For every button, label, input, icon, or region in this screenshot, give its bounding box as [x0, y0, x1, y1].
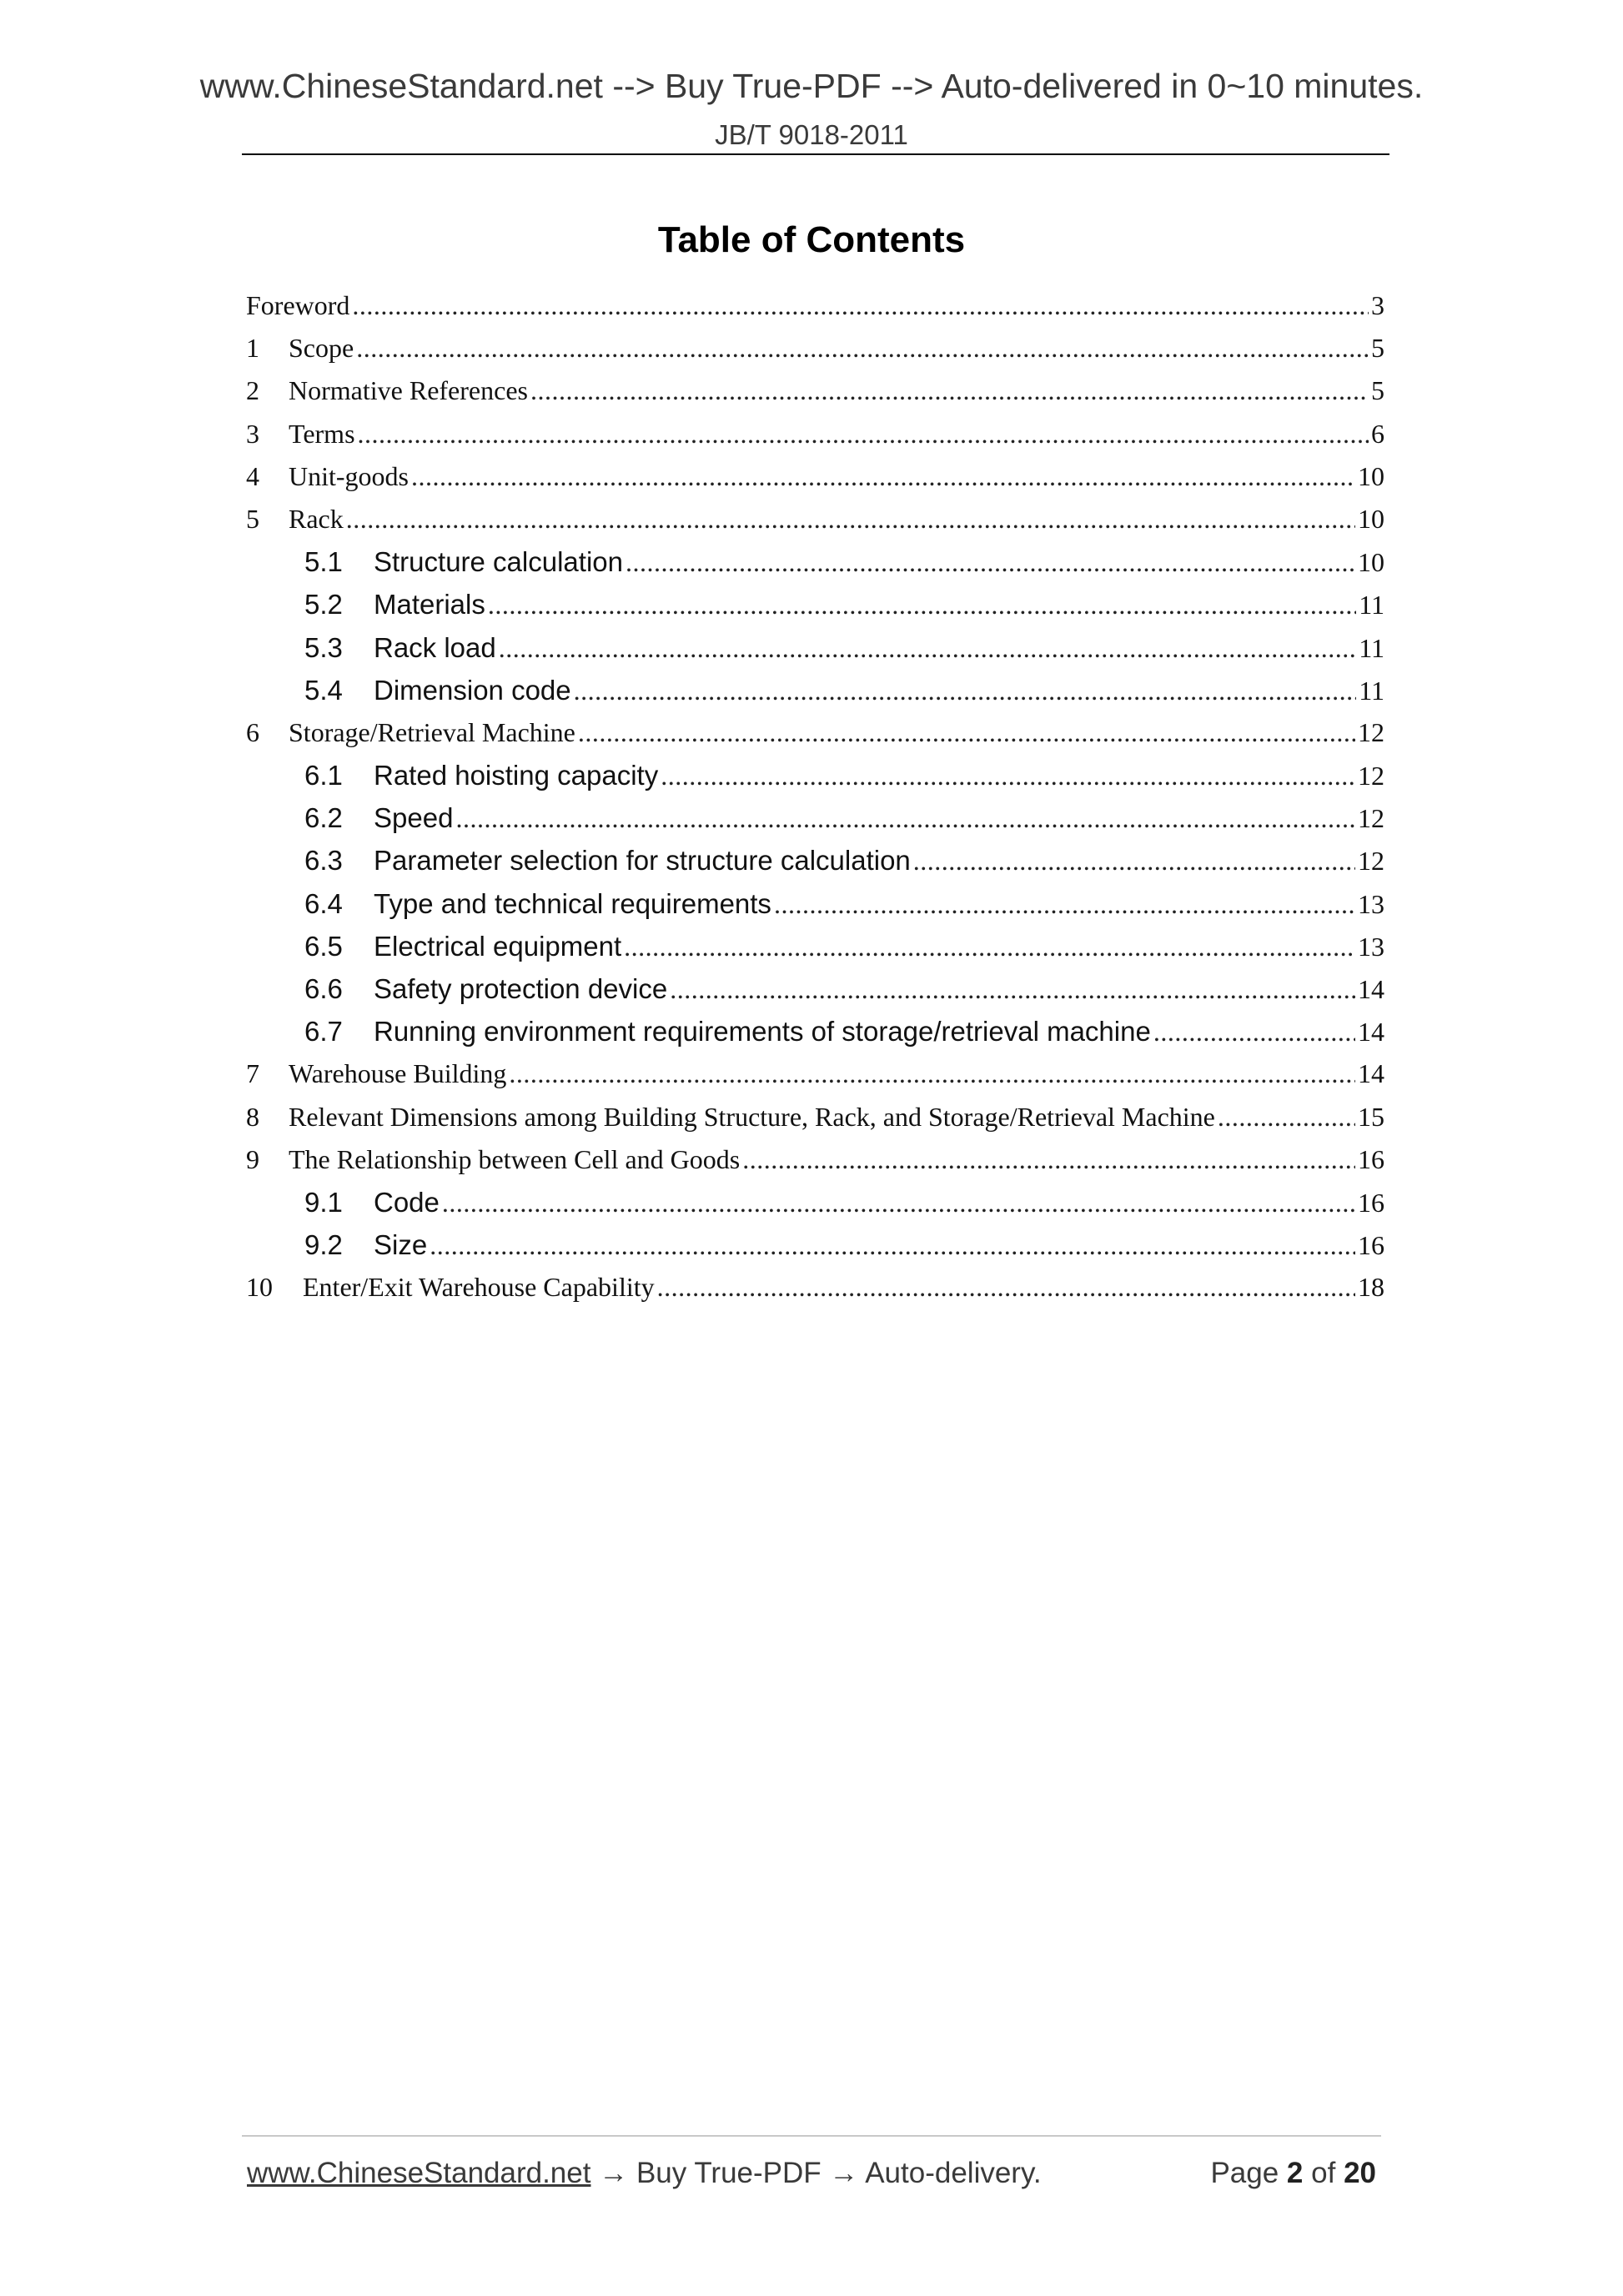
toc-entry[interactable]: [246, 626, 1384, 669]
toc-entry[interactable]: [246, 1138, 1384, 1181]
toc-entry[interactable]: [246, 669, 1384, 711]
toc-entry-title: Warehouse Building: [289, 1058, 507, 1089]
toc-entry-number: 6.1: [304, 760, 343, 791]
toc-entry-number: 3: [246, 418, 259, 449]
toc-entry-number: 6: [246, 716, 259, 747]
toc-entry-number: 4: [246, 460, 259, 491]
footer-delivery-text: Auto-delivery.: [865, 2157, 1042, 2189]
toc-entry-title: Rack: [289, 503, 344, 534]
toc-entry[interactable]: [246, 455, 1384, 498]
toc-entry-number: 6.5: [304, 930, 343, 962]
toc-entry-title: Materials: [374, 589, 485, 620]
toc-entry[interactable]: [246, 284, 1384, 327]
toc-entry-page: 11: [1359, 632, 1384, 663]
toc-entry-number: 10: [246, 1272, 273, 1303]
header-divider: [242, 153, 1389, 155]
toc-entry-title: The Relationship between Cell and Goods: [289, 1143, 741, 1174]
toc-entry-title: Unit-goods: [289, 460, 409, 491]
toc-entry-title: Rack load: [374, 631, 496, 663]
toc-entry[interactable]: [246, 327, 1384, 369]
toc-entry[interactable]: [246, 1053, 1384, 1095]
arrow-right-icon: →: [829, 2157, 859, 2189]
toc-entry[interactable]: [246, 839, 1384, 882]
toc-dot-leader: [530, 369, 1369, 412]
toc-entry-page: 18: [1358, 1272, 1384, 1303]
toc-entry[interactable]: [246, 413, 1384, 455]
toc-dot-leader: [670, 968, 1355, 1010]
toc-entry-page: 10: [1358, 460, 1384, 491]
toc-entry-number: 9: [246, 1143, 259, 1174]
toc-entry-page: 12: [1358, 716, 1384, 747]
toc-dot-leader: [411, 455, 1355, 498]
toc-dot-leader: [578, 711, 1355, 754]
toc-entry-page: 15: [1358, 1101, 1384, 1132]
header-banner: www.ChineseStandard.net --> Buy True-PDF --> Auto-delivered in 0~10 minutes.: [199, 67, 1424, 105]
toc-entry-page: 5: [1371, 375, 1384, 406]
toc-entry[interactable]: [246, 498, 1384, 540]
toc-entry-number: 6.7: [304, 1016, 343, 1048]
toc-entry-number: 6.3: [304, 845, 343, 877]
footer-promo: [247, 2155, 1042, 2192]
toc-title: Table of Contents: [657, 219, 966, 260]
toc-entry[interactable]: [246, 583, 1384, 625]
toc-entry[interactable]: [246, 754, 1384, 796]
toc-entry[interactable]: [246, 796, 1384, 839]
toc-entry-page: 14: [1358, 1058, 1384, 1089]
page-indicator: [1210, 2155, 1376, 2192]
toc-dot-leader: [742, 1138, 1355, 1181]
toc-entry-page: 12: [1358, 761, 1384, 791]
toc-entry-number: 5.2: [304, 589, 343, 620]
toc-dot-leader: [499, 627, 1356, 669]
toc-entry-number: 8: [246, 1101, 259, 1132]
toc-dot-leader: [913, 840, 1355, 882]
toc-entry-title: Type and technical requirements: [374, 887, 771, 919]
toc-entry-page: 13: [1358, 888, 1384, 919]
toc-dot-leader: [358, 413, 1369, 455]
toc-entry-page: 16: [1358, 1230, 1384, 1261]
toc-dot-leader: [346, 498, 1355, 540]
toc-entry-number: 9.2: [304, 1229, 343, 1261]
toc-entry-number: 6.6: [304, 973, 343, 1004]
toc-entry-title: Electrical equipment: [374, 930, 622, 962]
toc-entry-title: Dimension code: [374, 674, 571, 706]
toc-entry-number: 5.1: [304, 546, 343, 578]
toc-entry[interactable]: [246, 1266, 1384, 1309]
toc-dot-leader: [661, 755, 1355, 796]
toc-entry-page: 5: [1371, 333, 1384, 364]
toc-entry-title: Code: [374, 1186, 440, 1218]
toc-entry-title: Normative References: [289, 375, 528, 406]
toc-entry-page: 6: [1371, 418, 1384, 449]
toc-entry-title: Rated hoisting capacity: [374, 760, 659, 791]
toc-entry-page: 14: [1358, 1017, 1384, 1048]
toc-dot-leader: [657, 1266, 1355, 1309]
footer-site-link[interactable]: www.ChineseStandard.net: [247, 2157, 591, 2189]
toc-dot-leader: [574, 670, 1357, 711]
toc-entry-title: Speed: [374, 802, 454, 834]
toc-entry-number: 1: [246, 333, 259, 364]
toc-entry-title: Enter/Exit Warehouse Capability: [303, 1272, 655, 1303]
toc-dot-leader: [356, 327, 1369, 369]
page-of: of: [1311, 2157, 1336, 2189]
toc-entry-page: 3: [1371, 290, 1384, 320]
toc-entry-page: 16: [1358, 1143, 1384, 1174]
toc-entry[interactable]: [246, 1223, 1384, 1266]
toc-dot-leader: [352, 284, 1369, 327]
toc-entry-title: Terms: [289, 418, 355, 449]
page-total: 20: [1344, 2157, 1376, 2189]
footer-divider: [242, 2135, 1381, 2137]
toc-entry-page: 11: [1359, 590, 1384, 620]
toc-entry[interactable]: [246, 1010, 1384, 1053]
table-of-contents: [246, 284, 1384, 1309]
document-code: JB/T 9018-2011: [715, 119, 908, 150]
toc-entry-number: 5.4: [304, 674, 343, 706]
toc-entry-number: 6.2: [304, 802, 343, 834]
toc-entry[interactable]: [246, 1181, 1384, 1223]
toc-entry-number: 6.4: [304, 887, 343, 919]
toc-dot-leader: [1153, 1011, 1355, 1053]
toc-entry-page: 11: [1359, 675, 1384, 706]
toc-entry-title: Structure calculation: [374, 546, 623, 578]
toc-entry[interactable]: [246, 369, 1384, 412]
toc-dot-leader: [442, 1182, 1355, 1223]
toc-entry[interactable]: [246, 882, 1384, 925]
page-prefix: Page: [1210, 2157, 1279, 2189]
toc-entry-title: Storage/Retrieval Machine: [289, 716, 575, 747]
toc-dot-leader: [509, 1053, 1355, 1095]
toc-entry-number: 7: [246, 1058, 259, 1089]
toc-dot-leader: [624, 926, 1355, 967]
toc-entry-page: 14: [1358, 974, 1384, 1004]
toc-entry-page: 16: [1358, 1187, 1384, 1218]
toc-dot-leader: [1218, 1096, 1355, 1138]
footer-buy-text: Buy True-PDF: [636, 2157, 822, 2189]
toc-entry-number: 5.3: [304, 631, 343, 663]
toc-entry-number: 2: [246, 375, 259, 406]
toc-entry-title: Running environment requirements of storage/retrieval machine: [374, 1016, 1151, 1048]
toc-dot-leader: [774, 883, 1355, 925]
toc-entry[interactable]: [246, 967, 1384, 1010]
toc-dot-leader: [626, 541, 1355, 583]
toc-entry-title: Size: [374, 1229, 428, 1261]
toc-entry-title: Foreword: [246, 290, 350, 320]
toc-entry-page: 13: [1358, 931, 1384, 962]
toc-entry[interactable]: [246, 711, 1384, 754]
toc-entry-page: 12: [1358, 846, 1384, 877]
page-current: 2: [1286, 2157, 1304, 2189]
toc-entry[interactable]: [246, 1096, 1384, 1138]
toc-entry-title: Scope: [289, 333, 354, 364]
toc-entry-title: Relevant Dimensions among Building Structure, Rack, and Storage/Retrieval Machine: [289, 1101, 1215, 1132]
toc-entry-title: Safety protection device: [374, 973, 668, 1004]
arrow-right-icon: →: [599, 2157, 629, 2189]
toc-entry-number: 5: [246, 503, 259, 534]
toc-dot-leader: [430, 1224, 1355, 1266]
toc-entry-title: Parameter selection for structure calculation: [374, 845, 911, 877]
toc-entry[interactable]: [246, 540, 1384, 583]
toc-entry-page: 10: [1358, 503, 1384, 534]
toc-entry-page: 10: [1358, 547, 1384, 578]
toc-dot-leader: [455, 797, 1355, 839]
toc-entry-page: 12: [1358, 803, 1384, 834]
toc-entry[interactable]: [246, 925, 1384, 967]
toc-entry-number: 9.1: [304, 1186, 343, 1218]
toc-dot-leader: [488, 584, 1356, 625]
